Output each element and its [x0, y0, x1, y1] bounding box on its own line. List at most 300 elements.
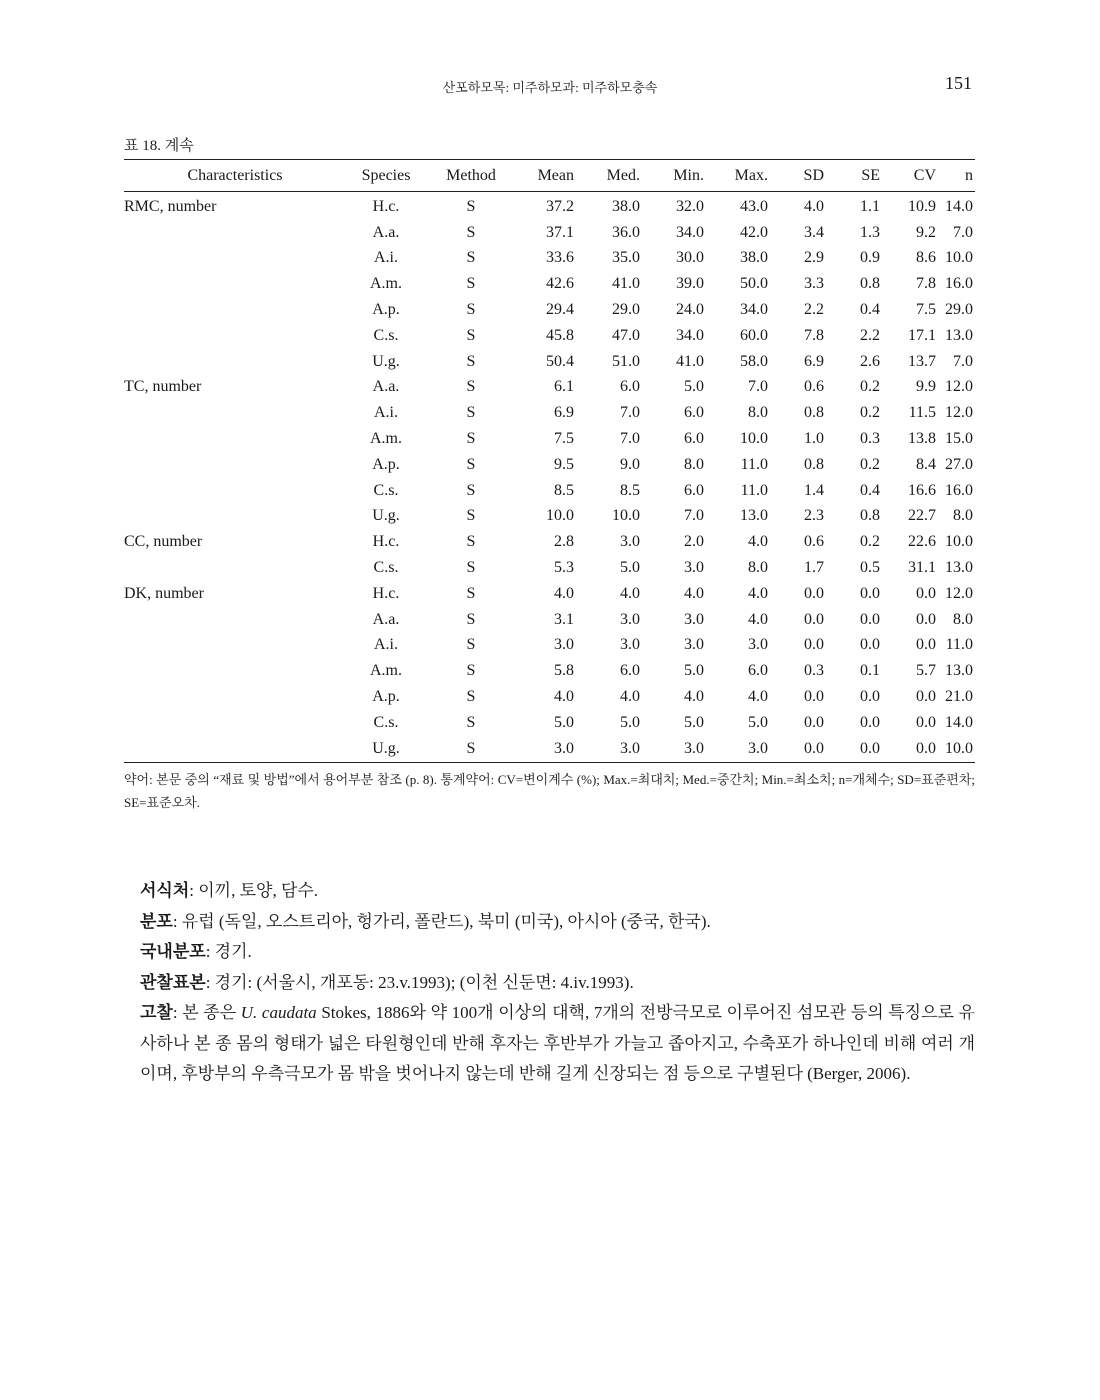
characteristic-cell [124, 297, 346, 323]
species-description [124, 876, 975, 1090]
method-cell: S [466, 197, 476, 215]
column-header: SE [826, 160, 882, 192]
table-row [124, 658, 975, 684]
sd-cell: 0.3 [804, 662, 824, 680]
table-row [124, 426, 975, 452]
table-row [124, 400, 975, 426]
mean-cell: 8.5 [554, 481, 574, 499]
sd-cell: 0.0 [804, 688, 824, 706]
min-cell: 3.0 [642, 736, 706, 762]
characteristic-cell [124, 271, 346, 297]
method-cell: S [466, 326, 476, 344]
mean-cell: 50.4 [546, 352, 574, 370]
column-header: SD [770, 160, 826, 192]
species-cell: A.a. [372, 610, 400, 628]
max-cell: 4.0 [748, 610, 768, 628]
max-cell: 4.0 [748, 533, 768, 551]
method-cell: S [466, 301, 476, 319]
n-cell: 10.0 [938, 736, 975, 762]
se-cell: 0.2 [860, 378, 880, 396]
species-cell: A.a. [372, 378, 400, 396]
min-cell: 4.0 [684, 688, 704, 706]
max-cell: 6.0 [748, 662, 768, 680]
characteristic-cell [124, 684, 346, 710]
table-row [124, 555, 975, 581]
se-cell: 0.3 [860, 430, 880, 448]
se-cell: 2.2 [860, 326, 880, 344]
species-cell: U.g. [372, 507, 400, 525]
sd-cell: 0.6 [804, 378, 824, 396]
sd-cell: 0.0 [804, 584, 824, 602]
se-cell: 1.3 [860, 223, 880, 241]
se-cell: 0.4 [860, 301, 880, 319]
median-cell: 9.0 [620, 455, 640, 473]
se-cell: 0.5 [860, 559, 880, 577]
sd-cell: 0.0 [804, 636, 824, 654]
mean-cell: 3.0 [554, 636, 574, 654]
max-cell: 42.0 [740, 223, 768, 241]
remarks-post: Stokes, 1886와 약 100개 이상의 대핵, 7개의 전방극모로 이루어진 섬모관 등의 특징으로 유사하나 본 종 몸의 형태가 넓은 타원형인데 반해 후자는 후반부가 가늘고 좁아지고, 수축포가 하나인데 비해 여러 개이며, 후방부의 우측극모가 몸 밖을 벗어나지 않는데 반해 길게 신장되는 점 등으로 구별된다 (Berger, 2006). [140, 1003, 975, 1083]
median-cell: 6.0 [620, 662, 640, 680]
median-cell: 3.0 [620, 636, 640, 654]
column-header: n [938, 160, 975, 192]
min-cell: 3.0 [684, 610, 704, 628]
column-header: CV [882, 160, 938, 192]
cv-cell: 0.0 [882, 736, 938, 762]
table-row [124, 736, 975, 762]
se-cell: 0.2 [860, 404, 880, 422]
species-name: U. caudata [240, 1003, 317, 1022]
method-cell: S [466, 275, 476, 293]
se-cell: 0.8 [860, 275, 880, 293]
min-cell: 24.0 [676, 301, 704, 319]
species-cell: H.c. [372, 533, 400, 551]
table-row [124, 349, 975, 375]
characteristic-cell [124, 323, 346, 349]
min-cell: 6.0 [684, 404, 704, 422]
sd-cell: 6.9 [804, 352, 824, 370]
sd-cell: 0.0 [770, 736, 826, 762]
cv-cell: 0.0 [916, 610, 936, 628]
median-cell: 4.0 [620, 584, 640, 602]
cv-cell: 9.2 [916, 223, 936, 241]
n-cell: 13.0 [945, 559, 973, 577]
species-cell: C.s. [373, 713, 399, 731]
n-cell: 7.0 [953, 223, 973, 241]
characteristic-cell: DK, number [124, 584, 204, 602]
median-cell: 29.0 [612, 301, 640, 319]
method-cell: S [466, 559, 476, 577]
cv-cell: 5.7 [916, 662, 936, 680]
sd-cell: 3.3 [804, 275, 824, 293]
species-cell: A.m. [370, 430, 402, 448]
column-header: Med. [576, 160, 642, 192]
min-cell: 2.0 [684, 533, 704, 551]
mean-cell: 9.5 [554, 455, 574, 473]
characteristic-cell: CC, number [124, 533, 203, 551]
min-cell: 3.0 [684, 559, 704, 577]
cv-cell: 7.5 [916, 301, 936, 319]
cv-cell: 0.0 [916, 584, 936, 602]
n-cell: 21.0 [945, 688, 973, 706]
method-cell: S [466, 584, 476, 602]
cv-cell: 8.6 [916, 249, 936, 267]
method-cell: S [466, 662, 476, 680]
table-row [124, 220, 975, 246]
median-cell: 7.0 [620, 430, 640, 448]
table-row [124, 246, 975, 272]
n-cell: 11.0 [945, 636, 973, 654]
mean-cell: 4.0 [554, 688, 574, 706]
characteristic-cell [124, 555, 346, 581]
max-cell: 60.0 [740, 326, 768, 344]
median-cell: 3.0 [620, 533, 640, 551]
median-cell: 5.0 [620, 559, 640, 577]
max-cell: 11.0 [740, 481, 768, 499]
max-cell: 3.0 [706, 736, 770, 762]
table-row [124, 684, 975, 710]
max-cell: 43.0 [740, 197, 768, 215]
max-cell: 58.0 [740, 352, 768, 370]
species-cell: A.i. [374, 404, 398, 422]
cv-cell: 10.9 [908, 197, 936, 215]
column-header: Max. [706, 160, 770, 192]
min-cell: 6.0 [684, 430, 704, 448]
characteristic-cell [124, 246, 346, 272]
median-cell: 41.0 [612, 275, 640, 293]
method-cell: S [426, 736, 516, 762]
method-cell: S [466, 455, 476, 473]
sd-cell: 4.0 [804, 197, 824, 215]
median-cell: 3.0 [620, 610, 640, 628]
sd-cell: 0.6 [804, 533, 824, 551]
column-header: Species [346, 160, 426, 192]
characteristic-cell [124, 426, 346, 452]
species-cell: C.s. [373, 559, 399, 577]
characteristic-cell: RMC, number [124, 197, 217, 215]
column-header: Method [426, 160, 516, 192]
domestic-text: : 경기. [205, 942, 252, 961]
n-cell: 13.0 [945, 662, 973, 680]
mean-cell: 37.2 [546, 197, 574, 215]
characteristic-cell: TC, number [124, 378, 202, 396]
specimens-label: 관찰표본 [140, 972, 206, 992]
n-cell: 14.0 [945, 197, 973, 215]
max-cell: 11.0 [740, 455, 768, 473]
habitat-paragraph [124, 876, 975, 907]
characteristic-cell [124, 452, 346, 478]
n-cell: 7.0 [953, 352, 973, 370]
max-cell: 5.0 [748, 713, 768, 731]
sd-cell: 0.0 [804, 610, 824, 628]
specimens-text: : 경기: (서울시, 개포동: 23.v.1993); (이천 신둔면: 4.iv.1993). [205, 972, 634, 992]
species-cell: A.p. [372, 688, 400, 706]
sd-cell: 2.3 [804, 507, 824, 525]
method-cell: S [466, 352, 476, 370]
method-cell: S [466, 223, 476, 241]
cv-cell: 31.1 [908, 559, 936, 577]
remarks-pre: : 본 종은 [172, 1003, 241, 1022]
characteristic-cell [124, 736, 346, 762]
mean-cell: 7.5 [554, 430, 574, 448]
min-cell: 30.0 [676, 249, 704, 267]
n-cell: 14.0 [945, 713, 973, 731]
n-cell: 13.0 [945, 326, 973, 344]
cv-cell: 22.6 [908, 533, 936, 551]
min-cell: 5.0 [684, 713, 704, 731]
cv-cell: 22.7 [908, 507, 936, 525]
table-footnote: 약어: 본문 중의 “재료 및 방법”에서 용어부분 참조 (p. 8). 통계약어: CV=변이계수 (%); Max.=최대치; Med.=중간치; Min.=최소치; n=개체수; SD=표준편차; SE=표준오차. [124, 772, 975, 810]
species-cell: C.s. [373, 326, 399, 344]
characteristic-cell [124, 710, 346, 736]
column-header: Min. [642, 160, 706, 192]
median-cell: 4.0 [620, 688, 640, 706]
median-cell: 36.0 [612, 223, 640, 241]
sd-cell: 2.9 [804, 249, 824, 267]
species-cell: A.i. [374, 636, 398, 654]
max-cell: 34.0 [740, 301, 768, 319]
method-cell: S [466, 481, 476, 499]
mean-cell: 5.8 [554, 662, 574, 680]
cv-cell: 0.0 [916, 688, 936, 706]
max-cell: 10.0 [740, 430, 768, 448]
table-row [124, 452, 975, 478]
distribution-paragraph [124, 907, 975, 938]
se-cell: 0.2 [860, 455, 880, 473]
n-cell: 10.0 [945, 533, 973, 551]
characteristic-cell [124, 504, 346, 530]
n-cell: 16.0 [945, 275, 973, 293]
cv-cell: 16.6 [908, 481, 936, 499]
min-cell: 39.0 [676, 275, 704, 293]
table-row [124, 710, 975, 736]
table-row [124, 504, 975, 530]
method-cell: S [466, 507, 476, 525]
species-cell: A.p. [372, 455, 400, 473]
max-cell: 38.0 [740, 249, 768, 267]
se-cell: 0.2 [860, 533, 880, 551]
statistics-table [124, 159, 975, 763]
domestic-distribution-paragraph [124, 937, 975, 968]
mean-cell: 37.1 [546, 223, 574, 241]
median-cell: 8.5 [620, 481, 640, 499]
max-cell: 8.0 [748, 559, 768, 577]
table-row [124, 375, 975, 401]
cv-cell: 0.0 [916, 636, 936, 654]
max-cell: 3.0 [748, 636, 768, 654]
table-row [124, 271, 975, 297]
median-cell: 10.0 [612, 507, 640, 525]
method-cell: S [466, 636, 476, 654]
method-cell: S [466, 430, 476, 448]
median-cell: 3.0 [576, 736, 642, 762]
min-cell: 5.0 [684, 378, 704, 396]
se-cell: 0.0 [826, 736, 882, 762]
mean-cell: 10.0 [546, 507, 574, 525]
cv-cell: 11.5 [908, 404, 936, 422]
mean-cell: 2.8 [554, 533, 574, 551]
mean-cell: 5.0 [554, 713, 574, 731]
table-row [124, 607, 975, 633]
se-cell: 0.4 [860, 481, 880, 499]
characteristic-cell [124, 220, 346, 246]
cv-cell: 13.8 [908, 430, 936, 448]
method-cell: S [466, 610, 476, 628]
running-header: 산포하모목: 미주하모과: 미주하모충속 [442, 80, 658, 95]
species-cell: U.g. [346, 736, 426, 762]
table-row [124, 323, 975, 349]
n-cell: 16.0 [945, 481, 973, 499]
method-cell: S [466, 713, 476, 731]
characteristic-cell [124, 633, 346, 659]
remarks-paragraph [124, 998, 975, 1090]
median-cell: 5.0 [620, 713, 640, 731]
domestic-label: 국내분포 [140, 942, 206, 961]
max-cell: 8.0 [748, 404, 768, 422]
se-cell: 0.1 [860, 662, 880, 680]
median-cell: 35.0 [612, 249, 640, 267]
characteristic-cell [124, 658, 346, 684]
n-cell: 10.0 [945, 249, 973, 267]
specimens-paragraph [124, 968, 975, 999]
sd-cell: 0.0 [804, 713, 824, 731]
species-cell: C.s. [373, 481, 399, 499]
remarks-label: 고찰 [140, 1003, 173, 1022]
min-cell: 32.0 [676, 197, 704, 215]
max-cell: 50.0 [740, 275, 768, 293]
cv-cell: 8.4 [916, 455, 936, 473]
min-cell: 5.0 [684, 662, 704, 680]
mean-cell: 6.9 [554, 404, 574, 422]
table-caption: 표 18. 계속 [124, 138, 194, 154]
method-cell: S [466, 378, 476, 396]
se-cell: 0.0 [860, 584, 880, 602]
max-cell: 4.0 [748, 584, 768, 602]
sd-cell: 7.8 [804, 326, 824, 344]
distribution-label: 분포 [140, 911, 173, 931]
characteristic-cell [124, 478, 346, 504]
se-cell: 0.9 [860, 249, 880, 267]
table-row [124, 529, 975, 555]
n-cell: 27.0 [945, 455, 973, 473]
page-number: 151 [945, 73, 972, 93]
median-cell: 51.0 [612, 352, 640, 370]
se-cell: 0.0 [860, 713, 880, 731]
median-cell: 47.0 [612, 326, 640, 344]
mean-cell: 3.1 [554, 610, 574, 628]
min-cell: 3.0 [684, 636, 704, 654]
method-cell: S [466, 533, 476, 551]
sd-cell: 0.8 [804, 455, 824, 473]
sd-cell: 1.0 [804, 430, 824, 448]
species-cell: A.m. [370, 662, 402, 680]
method-cell: S [466, 404, 476, 422]
max-cell: 4.0 [748, 688, 768, 706]
characteristic-cell [124, 349, 346, 375]
mean-cell: 3.0 [516, 736, 576, 762]
cv-cell: 0.0 [916, 713, 936, 731]
cv-cell: 13.7 [908, 352, 936, 370]
method-cell: S [466, 249, 476, 267]
species-cell: U.g. [372, 352, 400, 370]
sd-cell: 1.4 [804, 481, 824, 499]
se-cell: 0.0 [860, 610, 880, 628]
min-cell: 8.0 [684, 455, 704, 473]
se-cell: 0.0 [860, 688, 880, 706]
n-cell: 12.0 [945, 584, 973, 602]
min-cell: 7.0 [684, 507, 704, 525]
se-cell: 0.8 [860, 507, 880, 525]
n-cell: 8.0 [953, 610, 973, 628]
n-cell: 29.0 [945, 301, 973, 319]
mean-cell: 33.6 [546, 249, 574, 267]
mean-cell: 29.4 [546, 301, 574, 319]
cv-cell: 9.9 [916, 378, 936, 396]
table-row [124, 633, 975, 659]
mean-cell: 45.8 [546, 326, 574, 344]
n-cell: 15.0 [945, 430, 973, 448]
sd-cell: 3.4 [804, 223, 824, 241]
characteristic-cell [124, 400, 346, 426]
species-cell: H.c. [372, 584, 400, 602]
habitat-text: : 이끼, 토양, 담수. [189, 881, 319, 900]
max-cell: 13.0 [740, 507, 768, 525]
mean-cell: 4.0 [554, 584, 574, 602]
species-cell: A.i. [374, 249, 398, 267]
sd-cell: 0.8 [804, 404, 824, 422]
cv-cell: 7.8 [916, 275, 936, 293]
table-row [124, 581, 975, 607]
min-cell: 4.0 [684, 584, 704, 602]
median-cell: 7.0 [620, 404, 640, 422]
min-cell: 34.0 [676, 223, 704, 241]
column-header: Characteristics [124, 160, 346, 192]
mean-cell: 5.3 [554, 559, 574, 577]
cv-cell: 17.1 [908, 326, 936, 344]
distribution-text: : 유럽 (독일, 오스트리아, 헝가리, 폴란드), 북미 (미국), 아시아 (중국, 한국). [172, 911, 711, 931]
table-row [124, 192, 975, 220]
species-cell: A.p. [372, 301, 400, 319]
table-row [124, 297, 975, 323]
n-cell: 8.0 [953, 507, 973, 525]
se-cell: 0.0 [860, 636, 880, 654]
min-cell: 34.0 [676, 326, 704, 344]
species-cell: A.a. [372, 223, 400, 241]
method-cell: S [466, 688, 476, 706]
column-header: Mean [516, 160, 576, 192]
sd-cell: 2.2 [804, 301, 824, 319]
habitat-label: 서식처 [140, 881, 190, 900]
species-cell: A.m. [370, 275, 402, 293]
se-cell: 2.6 [860, 352, 880, 370]
se-cell: 1.1 [860, 197, 880, 215]
min-cell: 6.0 [684, 481, 704, 499]
characteristic-cell [124, 607, 346, 633]
n-cell: 12.0 [945, 378, 973, 396]
median-cell: 38.0 [612, 197, 640, 215]
mean-cell: 42.6 [546, 275, 574, 293]
sd-cell: 1.7 [804, 559, 824, 577]
species-cell: H.c. [372, 197, 400, 215]
table-row [124, 478, 975, 504]
max-cell: 7.0 [748, 378, 768, 396]
min-cell: 41.0 [676, 352, 704, 370]
n-cell: 12.0 [945, 404, 973, 422]
table-body [124, 192, 975, 763]
mean-cell: 6.1 [554, 378, 574, 396]
table-header-row [124, 160, 975, 192]
median-cell: 6.0 [620, 378, 640, 396]
